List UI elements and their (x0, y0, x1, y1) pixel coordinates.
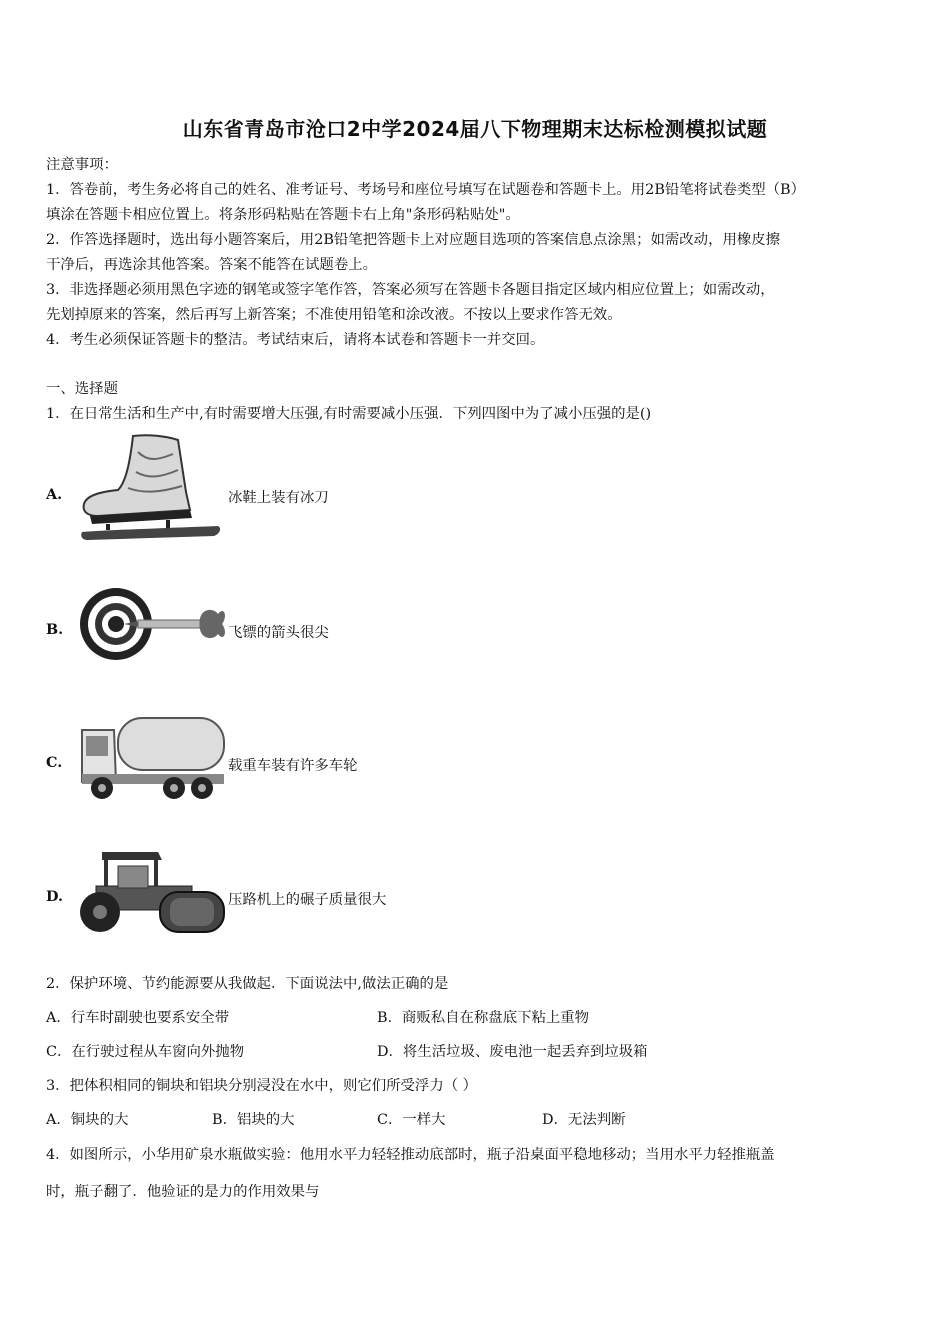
tanker-truck-icon (78, 712, 228, 804)
q1-option-a-text: 冰鞋上装有冰刀 (228, 490, 329, 506)
q1-stem: 1．在日常生活和生产中,有时需要增大压强,有时需要减小压强．下列四图中为了减小压强的是() (46, 406, 652, 422)
q1-option-d-text: 压路机上的碾子质量很大 (228, 892, 387, 908)
q3-stem: 3．把体积相同的铜块和铝块分别浸没在水中，则它们所受浮力（ ） (46, 1078, 478, 1094)
q3-option-b: B．铝块的大 (212, 1112, 295, 1128)
q2-option-b: B．商贩私自在称盘底下粘上重物 (377, 1010, 590, 1026)
q1-option-c-text: 载重车装有许多车轮 (228, 758, 358, 774)
notice-heading: 注意事项： (46, 157, 118, 173)
notice-line-7: 4．考生必须保证答题卡的整洁。考试结束后，请将本试卷和答题卡一并交回。 (46, 332, 545, 348)
q3-option-c: C．一样大 (377, 1112, 446, 1128)
q1-option-a-letter: A. (46, 486, 63, 503)
q2-stem: 2．保护环境、节约能源要从我做起．下面说法中,做法正确的是 (46, 976, 449, 992)
q2-option-a: A．行车时副驶也要系安全带 (46, 1010, 230, 1026)
notice-line-4: 干净后，再选涂其他答案。答案不能答在试题卷上。 (46, 257, 377, 273)
road-roller-icon (78, 846, 228, 938)
notice-line-2: 填涂在答题卡相应位置上。将条形码粘贴在答题卡右上角"条形码粘贴处"。 (46, 207, 520, 223)
notice-line-3: 2．作答选择题时，选出每小题答案后，用2B铅笔把答题卡上对应题目选项的答案信息点涂黑；如需改动，用橡皮擦 (46, 232, 781, 248)
dart-target-icon (78, 584, 228, 664)
q4-stem-line-1: 4．如图所示，小华用矿泉水瓶做实验：他用水平力轻轻推动底部时，瓶子沿桌面平稳地移动；当用水平力轻推瓶盖 (46, 1147, 775, 1163)
q1-option-c-letter: C. (46, 754, 63, 771)
q4-stem-line-2: 时，瓶子翻了．他验证的是力的作用效果与 (46, 1184, 320, 1200)
q2-option-d: D．将生活垃圾、废电池一起丢弃到垃圾箱 (377, 1044, 648, 1060)
q1-option-b-text: 飞镖的箭头很尖 (228, 625, 329, 641)
q1-option-b-letter: B. (46, 621, 64, 638)
q3-option-a: A．铜块的大 (46, 1112, 129, 1128)
notice-line-1: 1．答卷前，考生务必将自己的姓名、准考证号、考场号和座位号填写在试题卷和答题卡上。用2B铅笔将试卷类型（B） (46, 182, 805, 198)
section-heading: 一、选择题 (46, 381, 118, 397)
page-title: 山东省青岛市沧口2中学2024届八下物理期末达标检测模拟试题 (182, 117, 768, 141)
q2-option-c: C．在行驶过程从车窗向外抛物 (46, 1044, 245, 1060)
q3-option-d: D．无法判断 (542, 1112, 626, 1128)
notice-line-5: 3．非选择题必须用黑色字迹的钢笔或签字笔作答，答案必须写在答题卡各题目指定区域内相应位置上；如需改动， (46, 282, 775, 298)
q1-option-d-letter: D. (46, 888, 63, 905)
notice-line-6: 先划掉原来的答案，然后再写上新答案；不准使用铅笔和涂改液。不按以上要求作答无效。 (46, 307, 622, 323)
ice-skate-icon (78, 432, 224, 542)
